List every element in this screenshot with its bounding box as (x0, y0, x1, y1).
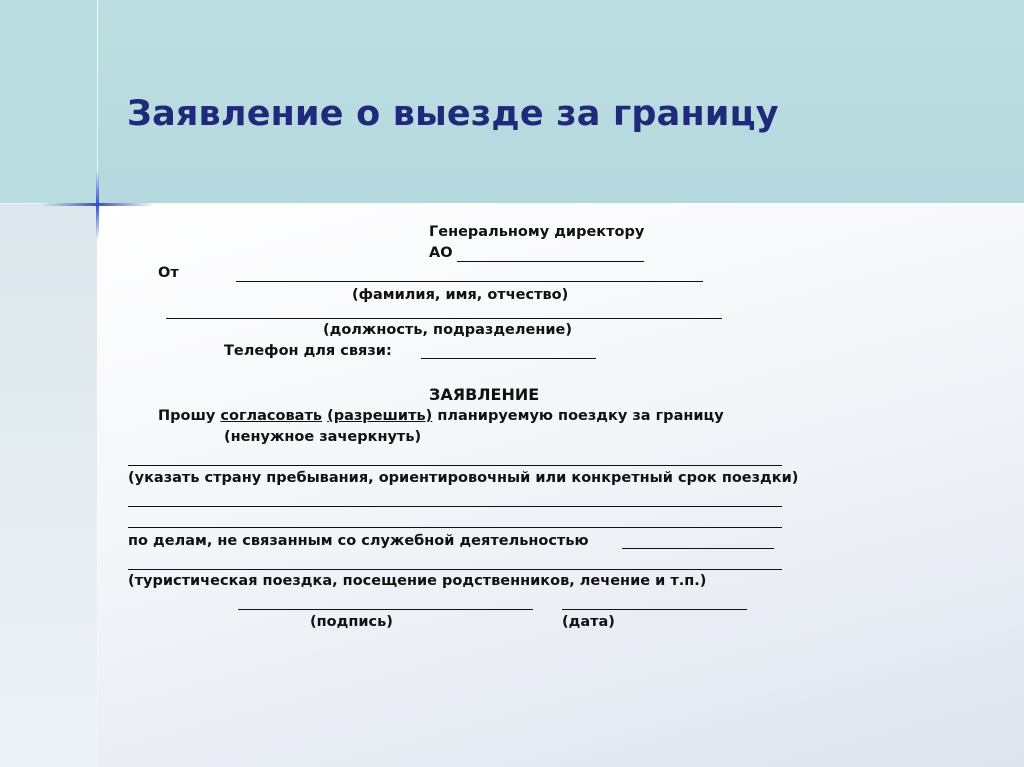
fio-hint: (фамилия, имя, отчество) (352, 287, 569, 303)
statement-heading: ЗАЯВЛЕНИЕ (429, 385, 540, 404)
company-name-field[interactable] (457, 261, 644, 262)
request-suffix: планируемую поездку за границу (432, 408, 724, 424)
fio-field[interactable] (236, 281, 703, 282)
country-hint: (указать страну пребывания, ориентировочный или конкретный срок поездки) (128, 470, 799, 486)
company-prefix: АО (429, 245, 453, 261)
slide-title: Заявление о выезде за границу (127, 94, 779, 134)
sparkle-vertical-ray (96, 170, 99, 240)
signature-field[interactable] (238, 609, 533, 610)
request-prefix: Прошу (158, 408, 221, 424)
addressee-line: Генеральному директору (429, 224, 645, 240)
trip-type-field[interactable] (128, 569, 782, 570)
request-line (158, 408, 724, 424)
personal-matters-field[interactable] (622, 548, 774, 549)
date-label: (дата) (562, 614, 615, 630)
vertical-divider (97, 0, 98, 767)
personal-matters-text: по делам, не связанным со служебной деятельностью (128, 533, 589, 549)
country-field-2[interactable] (128, 506, 782, 507)
position-hint: (должность, подразделение) (323, 322, 572, 338)
option-agree: согласовать (220, 408, 323, 424)
phone-label: Телефон для связи: (224, 343, 392, 359)
option-permit: (разрешить) (327, 408, 433, 424)
trip-type-hint: (туристическая поездка, посещение родственников, лечение и т.п.) (128, 573, 707, 589)
strike-hint: (ненужное зачеркнуть) (224, 429, 422, 445)
phone-field[interactable] (421, 358, 596, 359)
position-field[interactable] (166, 318, 722, 319)
country-field-3[interactable] (128, 527, 782, 528)
from-label: От (158, 265, 179, 281)
signature-label: (подпись) (310, 614, 393, 630)
country-field[interactable] (128, 465, 782, 466)
date-field[interactable] (562, 609, 747, 610)
